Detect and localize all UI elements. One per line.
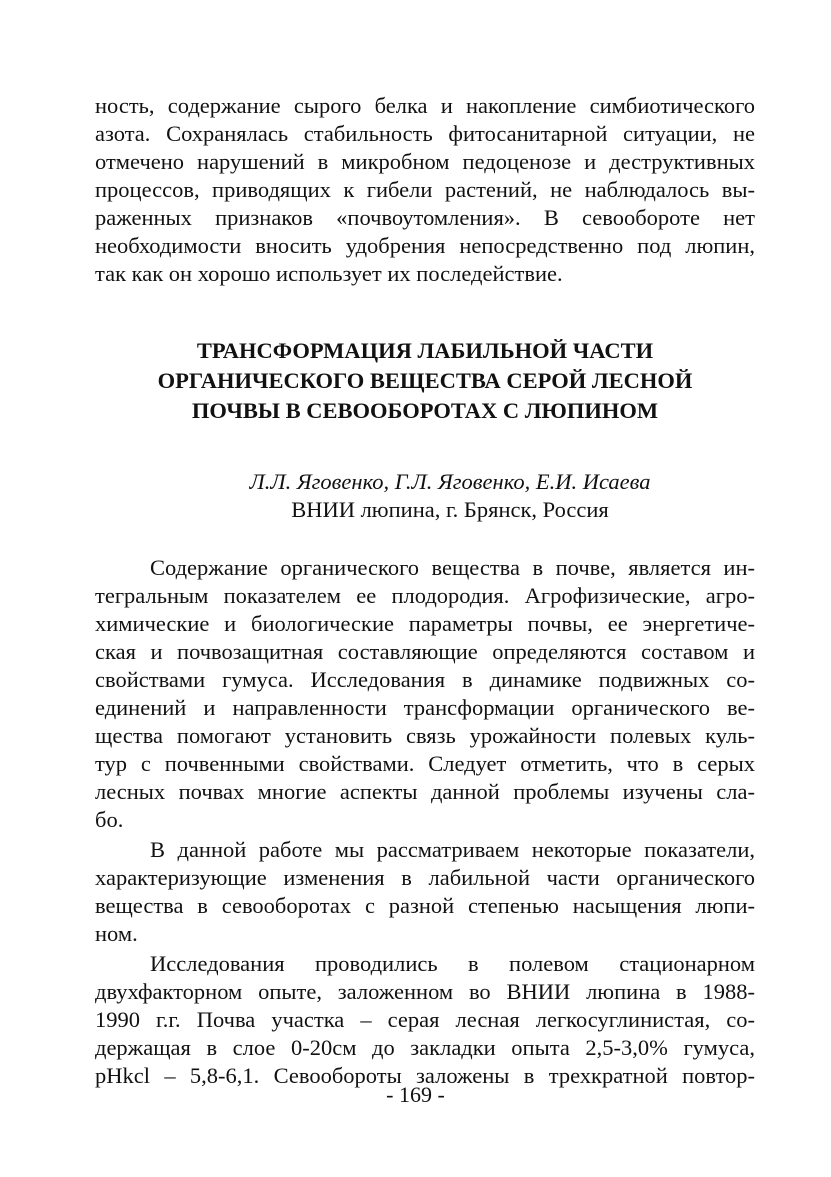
text-line: бо. (95, 807, 124, 832)
text-line: процессов, приводящих к гибели растений, не наблюдалось вы- (95, 177, 755, 202)
text-line: ская и почвозащитная составляющие определяются составом и (95, 639, 755, 664)
text-line: единений и направленности трансформации органического ве- (95, 695, 755, 720)
text-line: pHkcl – 5,8-6,1. Севообороты заложены в трехкратной повтор- (95, 1063, 755, 1088)
text-line: двухфакторном опыте, заложенном во ВНИИ люпина в 1988- (95, 979, 755, 1004)
text-line: тегральным показателем ее плодородия. Агрофизические, агро- (95, 583, 755, 608)
text-line: 1990 г.г. Почва участка – серая лесная легкосуглинистая, со- (95, 1007, 755, 1032)
article-title (95, 336, 755, 426)
text-line: держащая в слое 0-20см до закладки опыта 2,5-3,0% гумуса, (95, 1035, 755, 1060)
text-line: ность, содержание сырого белка и накопление симбиотического (95, 93, 755, 118)
text-line: тур с почвенными свойствами. Следует отметить, что в серых (95, 751, 755, 776)
affiliation: ВНИИ люпина, г. Брянск, Россия (291, 497, 609, 522)
text-line: щества помогают установить связь урожайности полевых куль- (95, 723, 755, 748)
text-line: Содержание органического вещества в почве, является ин- (150, 555, 755, 580)
paragraph-1 (95, 554, 755, 834)
text-line: свойствами гумуса. Исследования в динамике подвижных со- (95, 667, 755, 692)
text-line: так как он хорошо использует их последействие. (95, 261, 563, 286)
paragraph-3 (95, 950, 755, 1090)
body-text (95, 554, 755, 1090)
text-line: характеризующие изменения в лабильной части органического (95, 865, 755, 890)
title-line: ПОЧВЫ В СЕВООБОРОТАХ С ЛЮПИНОМ (191, 398, 659, 423)
text-line: необходимости вносить удобрения непосредственно под люпин, (95, 233, 755, 258)
text-line: отмечено нарушений в микробном педоценозе и деструктивных (95, 149, 755, 174)
text-line: лесных почвах многие аспекты данной проблемы изучены сла- (95, 779, 755, 804)
text-line: азота. Сохранялась стабильность фитосанитарной ситуации, не (95, 121, 755, 146)
text-line: химические и биологические параметры почвы, ее энергетиче- (95, 611, 755, 636)
continuation-paragraph (95, 92, 755, 288)
text-line: раженных признаков «почвоутомления». В севообороте нет (95, 205, 755, 230)
text-line: вещества в севооборотах с разной степенью насыщения люпи- (95, 893, 755, 918)
author-block (95, 468, 755, 524)
text-line: В данной работе мы рассматриваем некоторые показатели, (150, 837, 755, 862)
page-number: - 169 - (386, 1082, 445, 1107)
paragraph-2 (95, 836, 755, 948)
page-content (95, 92, 755, 1090)
authors: Л.Л. Яговенко, Г.Л. Яговенко, Е.И. Исаева (249, 469, 651, 494)
title-line: ОРГАНИЧЕСКОГО ВЕЩЕСТВА СЕРОЙ ЛЕСНОЙ (157, 368, 693, 393)
text-line: Исследования проводились в полевом стационарном (150, 951, 755, 976)
title-line: ТРАНСФОРМАЦИЯ ЛАБИЛЬНОЙ ЧАСТИ (196, 338, 654, 363)
text-line: ном. (95, 921, 138, 946)
